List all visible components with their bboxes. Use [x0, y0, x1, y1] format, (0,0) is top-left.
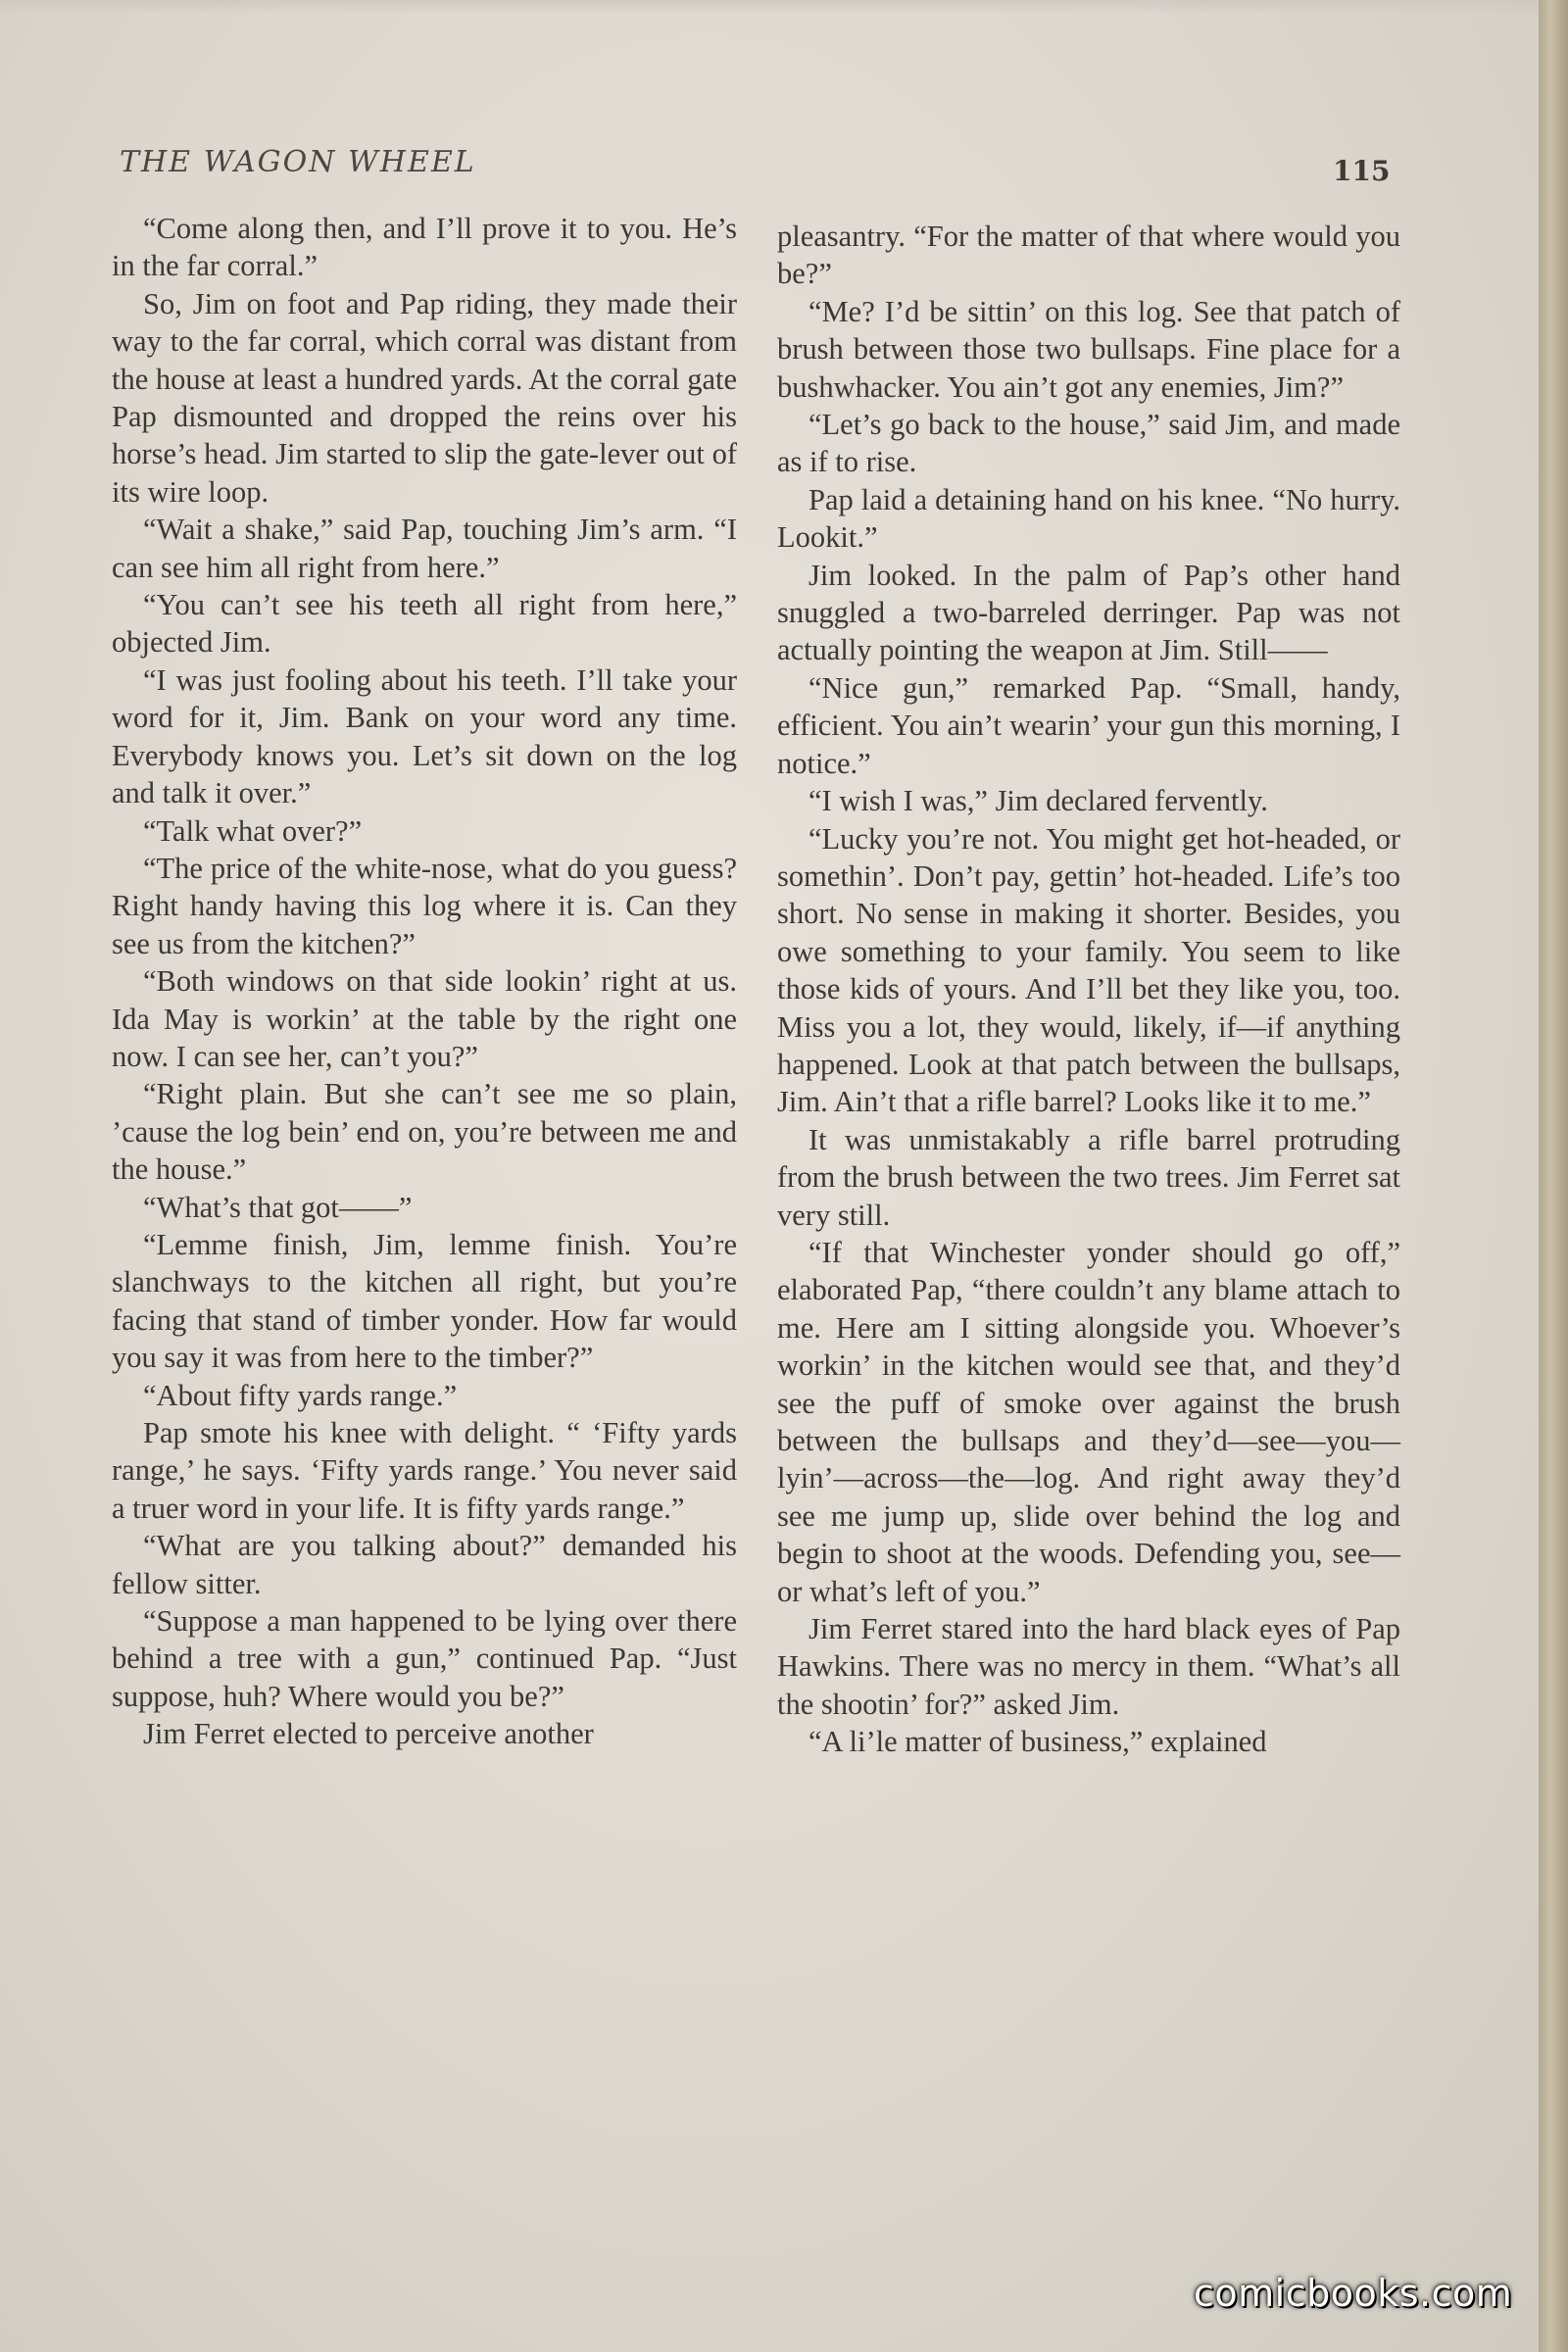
paragraph: “I wish I was,” Jim declared fervently. — [808, 784, 1268, 818]
paragraph: Pap smote his knee with delight. “ ‘Fifty yards range,’ he says. ‘Fifty yards range.’ You never said a truer word in your life. It is fifty yards range.” — [112, 1416, 737, 1525]
paragraph: “Wait a shake,” said Pap, touching Jim’s arm. “I can see him all right from here.” — [112, 513, 737, 584]
paragraph: “About fifty yards range.” — [143, 1378, 458, 1412]
paragraph: “You can’t see his teeth all right from here,” objected Jim. — [112, 588, 737, 660]
paragraph: “Nice gun,” remarked Pap. “Small, handy, efficient. You ain’t wearin’ your gun this morning, I notice.” — [777, 670, 1400, 780]
page-spine-edge — [1539, 0, 1568, 2352]
text-column-right — [777, 218, 1400, 1761]
paragraph: Pap laid a detaining hand on his knee. “No hurry. Lookit.” — [777, 482, 1400, 555]
paragraph: “Talk what over?” — [143, 813, 363, 848]
page-top-edge — [0, 0, 1539, 14]
paragraph: “The price of the white-nose, what do you guess? Right handy having this log where it is. Can they see us from the kitchen?” — [112, 851, 737, 960]
site-watermark: comicbooks.com — [1194, 2272, 1513, 2315]
paragraph: Jim Ferret elected to perceive another — [143, 1717, 594, 1751]
paragraph: “If that Winchester yonder should go off,” elaborated Pap, “there couldn’t any blame attach to me. Here am I sitting alongside you. Whoever’s workin’ in the kitchen would see that, and they’d see the puff of smoke over against the brush between the bullsaps and they’d—see—you—lyin’—across—the—log. And right away they’d see me jump up, slide over behind the log and begin to shoot at the woods. Defending you, see—or what’s left of you.” — [777, 1235, 1400, 1608]
paragraph: Jim looked. In the palm of Pap’s other hand snuggled a two-barreled derringer. Pap was not actually pointing the weapon at Jim. Still—— — [777, 558, 1400, 667]
paragraph: Jim Ferret stared into the hard black eyes of Pap Hawkins. There was no mercy in them. “What’s all the shootin’ for?” asked Jim. — [777, 1612, 1400, 1721]
running-title: THE WAGON WHEEL — [120, 145, 476, 179]
text-column-left — [112, 210, 737, 1753]
paragraph: “What’s that got——” — [143, 1190, 413, 1224]
paragraph: “Let’s go back to the house,” said Jim, and made as if to rise. — [777, 408, 1400, 479]
paragraph: “Right plain. But she can’t see me so plain, ’cause the log bein’ end on, you’re between me and the house.” — [112, 1077, 737, 1187]
paragraph: “Lemme finish, Jim, lemme finish. You’re slanchways to the kitchen all right, but you’re facing that stand of timber yonder. How far would you say it was from here to the timber?” — [112, 1227, 737, 1375]
paragraph: “Suppose a man happened to be lying over there behind a tree with a gun,” continued Pap. “Just suppose, huh? Where would you be?” — [112, 1604, 737, 1713]
paragraph: “What are you talking about?” demanded his fellow sitter. — [112, 1529, 737, 1600]
paragraph: “A li’le matter of business,” explained — [808, 1725, 1267, 1759]
paragraph: “I was just fooling about his teeth. I’ll take your word for it, Jim. Bank on your word any time. Everybody knows you. Let’s sit down on the log and talk it over.” — [112, 662, 737, 810]
paragraph: “Me? I’d be sittin’ on this log. See that patch of brush between those two bullsaps. Fine place for a bushwhacker. You ain’t got any enemies, Jim?” — [777, 294, 1400, 404]
paragraph: “Come along then, and I’ll prove it to you. He’s in the far corral.” — [112, 212, 737, 283]
paragraph: “Lucky you’re not. You might get hot-headed, or somethin’. Don’t pay, gettin’ hot-headed. Life’s too short. No sense in making it shorter. Besides, you owe something to your family. You seem to like those kids of yours. And I’ll bet they like you, too. Miss you a lot, they would, likely, if—if anything happened. Look at that patch between the bullsaps, Jim. Ain’t that a rifle barrel? Looks like it to me.” — [777, 821, 1400, 1119]
paragraph: So, Jim on foot and Pap riding, they made their way to the far corral, which corral was distant from the house at least a hundred yards. At the corral gate Pap dismounted and dropped the reins over his horse’s head. Jim started to slip the gate-lever out of its wire loop. — [112, 286, 737, 509]
paragraph: It was unmistakably a rifle barrel protruding from the brush between the two trees. Jim Ferret sat very still. — [777, 1122, 1400, 1232]
paragraph: “Both windows on that side lookin’ right at us. Ida May is workin’ at the table by the right one now. I can see her, can’t you?” — [112, 964, 737, 1073]
paragraph: pleasantry. “For the matter of that where would you be?” — [777, 220, 1400, 291]
page-number: 115 — [1333, 155, 1391, 187]
